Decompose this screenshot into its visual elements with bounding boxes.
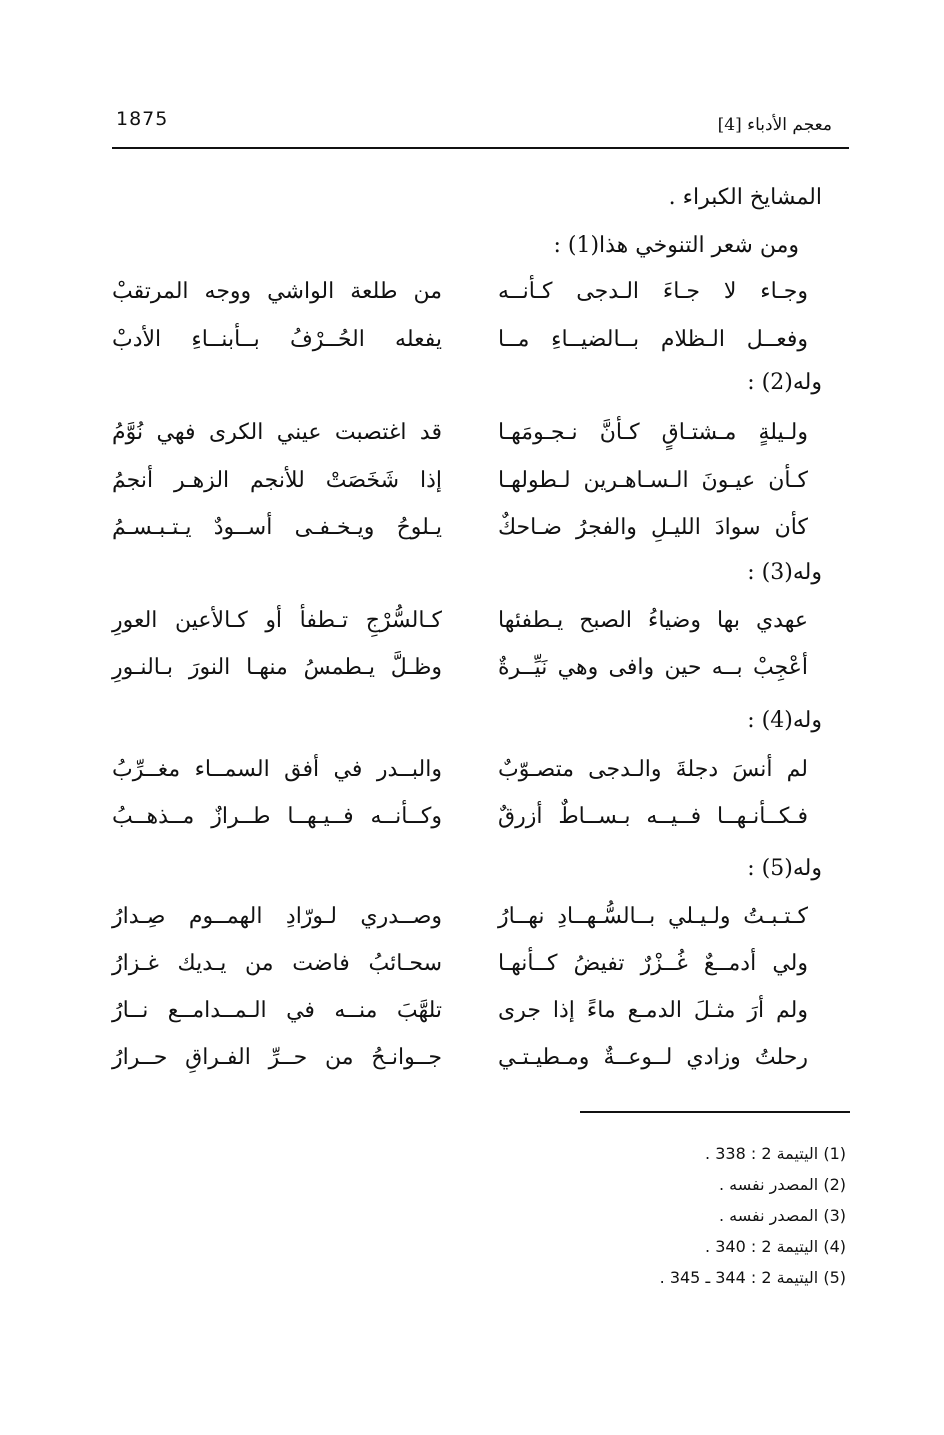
poem-label: وله(4) :	[747, 708, 822, 733]
verse-second-hemistich: وظـلَّ يـطمسُ منهـا النورَ بـالنـورِ	[112, 655, 442, 680]
footnote-rule	[580, 1111, 850, 1113]
verse-second-hemistich: والبــدر في أفق السمــاء مغــرِّبُ	[112, 757, 442, 782]
verse-second-hemistich: يـلوحُ ويـخـفـى أســودٌ يـتـبـسـمُ	[112, 515, 442, 540]
verse-first-hemistich: كأن سوادَ الليـلِ والفجرُ ضـاحكٌ	[498, 515, 808, 540]
verse-second-hemistich: وكــأنــه فــيـهــا طــرازٌ مــذهــبُ	[112, 804, 442, 829]
verse-first-hemistich: عهدي بها وضياءُ الصبح يـطفئها	[498, 608, 808, 633]
verse-first-hemistich: كـأن عيـونَ الـسـاهـرين لـطولهـا	[498, 468, 808, 493]
verse-first-hemistich: وجـاء لا جـاءَ الـدجى كـأنــه	[498, 279, 808, 304]
verse-second-hemistich: وصــدري لـورّادِ الهمــوم صِـدارُ	[112, 904, 442, 929]
footnote: (1) اليتيمة 2 : 338 .	[705, 1144, 846, 1163]
verse-first-hemistich: لم أنسَ دجلةَ والـدجى متصـوّبٌ	[498, 757, 808, 782]
verse-first-hemistich: ولـيلةٍ مـشتـاقٍ كـأنَّ نـجـومَهـا	[498, 420, 808, 445]
verse-first-hemistich: وفعــل الـظلام بــالضيــاءِ مــا	[498, 327, 808, 352]
verse-second-hemistich: تلهَّبَ منــه في الـمــدامــع نــارُ	[112, 998, 442, 1023]
verse-first-hemistich: ولي أدمــعٌ غُــزْرٌ تفيضُ كــأنهـا	[498, 951, 808, 976]
header-rule	[112, 147, 849, 149]
verse-second-hemistich: قد اغتصبت عيني الكرى فهي نُوَّمُ	[112, 420, 442, 445]
footnote: (3) المصدر نفسه .	[719, 1206, 846, 1225]
verse-first-hemistich: فـكــأنـهــا فــيــه بـســاطٌ أزرقٌ	[498, 804, 808, 829]
verse-first-hemistich: رحلتُ وزادي لــوعــةٌ ومـطيـتـي	[498, 1045, 808, 1070]
verse-second-hemistich: سحـائبُ فاضت من يـديك غـزارُ	[112, 951, 442, 976]
verse-second-hemistich: جــوانـحُ من حــرِّ الفـراقِ حــرارُ	[112, 1045, 442, 1070]
footnote: (4) اليتيمة 2 : 340 .	[705, 1237, 846, 1256]
verse-second-hemistich: إذا شَخَصَتْ للأنجم الزهـر أنجمُ	[112, 468, 442, 493]
verse-second-hemistich: كـالسُّرْجِ تـطفأ أو كـالأعين العورِ	[112, 608, 442, 633]
verse-first-hemistich: ولم أرَ مثـلَ الدمـع ماءً إذا جرى	[498, 998, 808, 1023]
page-number: 1875	[116, 108, 169, 130]
verse-first-hemistich: أعْجِبْ بــه حين وافى وهي نَيِّــرةٌ	[498, 655, 808, 680]
intro-line: ومن شعر التنوخي هذا(1) :	[553, 233, 799, 258]
intro-line: المشايخ الكبراء .	[668, 185, 822, 210]
verse-second-hemistich: من طلعة الواشي ووجه المرتقبْ	[112, 279, 442, 304]
verse-second-hemistich: يفعله الحُــرْفُ بــأبنــاءِ الأدبْ	[112, 327, 442, 352]
poem-label: وله(2) :	[747, 370, 822, 395]
running-title: معجم الأدباء [4]	[717, 115, 832, 135]
poem-label: وله(5) :	[747, 856, 822, 881]
footnote: (5) اليتيمة 2 : 344 ـ 345 .	[659, 1268, 846, 1287]
poem-label: وله(3) :	[747, 560, 822, 585]
verse-first-hemistich: كـتـبـتُ ولـيـلي بــالسُّـهــادِ نهــارُ	[498, 904, 808, 929]
footnote: (2) المصدر نفسه .	[719, 1175, 846, 1194]
